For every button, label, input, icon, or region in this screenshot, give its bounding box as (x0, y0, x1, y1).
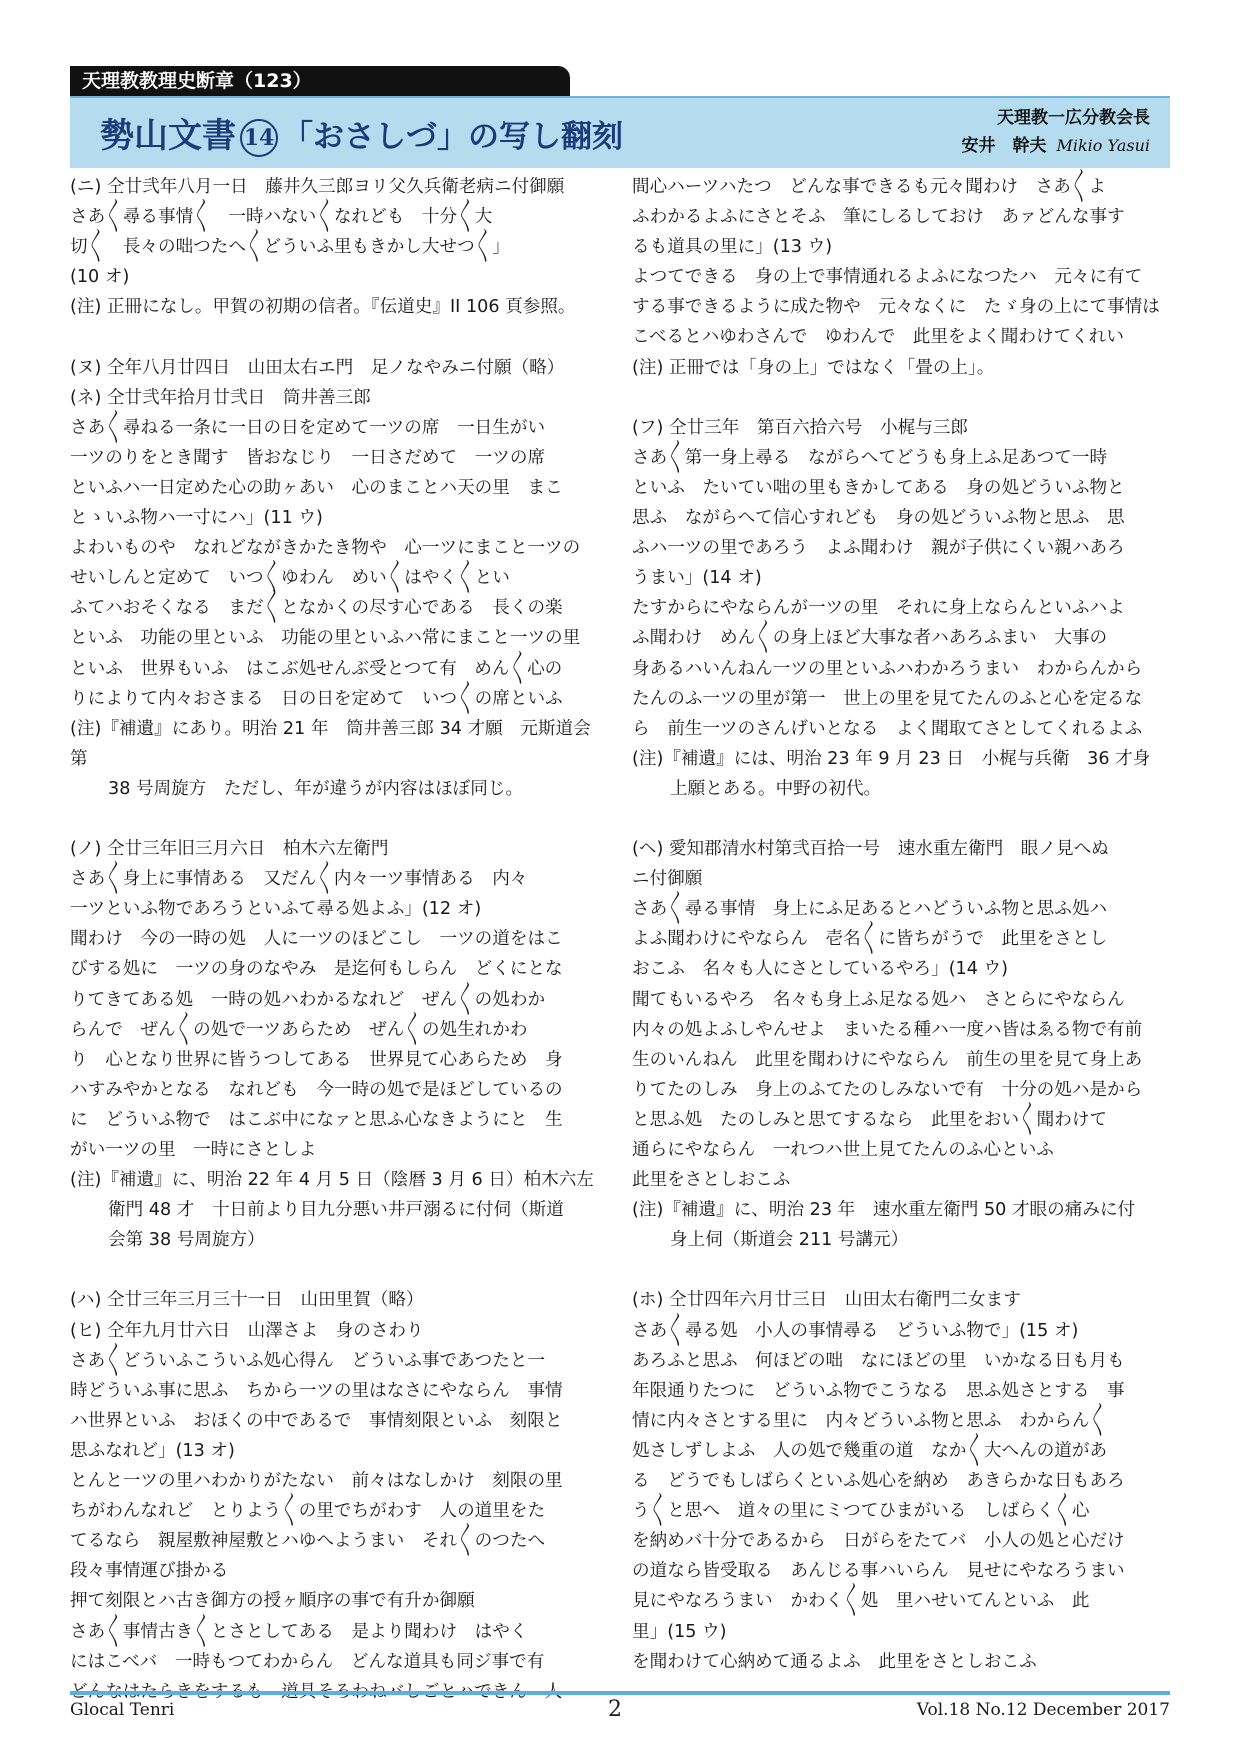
text-line: さあ〳〵身上に事情ある 又だん〳〵内々一ツ事情ある 内々 (70, 869, 528, 890)
text-line: さあ〳〵どういふこういふ処心得ん どういふ事であつたと一 (70, 1350, 546, 1371)
text-line: 生のいんねん 此里を聞わけにやならん 前生の里を見て身上あ (632, 1049, 1143, 1070)
text-line: 切〳〵 長々の咄つたへ〳〵どういふ里もきかし大せつ〳〵」 (70, 237, 510, 258)
footer-rule (70, 1691, 1170, 1695)
text-line: さあ〳〵第一身上尋る ながらへてどうも身上ふ足あつて一時 (632, 447, 1108, 468)
text-line: 一ツのりをとき聞す 皆おなじり 一日さだめて 一ツの席 (70, 447, 546, 468)
text-line: りてきてある処 一時の処ハわかるなれど ぜん〳〵の処わか (70, 989, 546, 1010)
text-line: こべるとハゆわさんで ゆわんで 此里をよく聞わけてくれい (632, 327, 1124, 348)
text-line: よつてできる 身の上で事情通れるよふになつたハ 元々に有て (632, 267, 1143, 288)
text-line: する事できるように成た物や 元々なくに たゞ身の上にて事情は (632, 297, 1160, 318)
text-line: 年限通りたつに どういふ物でこうなる 思ふ処さとする 事 (632, 1380, 1125, 1401)
text-line: (注)『補遺』にあり。明治 21 年 筒井善三郎 34 才願 元斯道会第 (70, 718, 591, 769)
text-line: あろふと思ふ 何ほどの咄 なにほどの里 いかなる日も月も (632, 1350, 1125, 1371)
note-continuation-line: 38 号周旋方 ただし、年が違うが内容はほぼ同じ。 (108, 778, 524, 799)
text-line: 里」(15 ウ) (632, 1621, 727, 1642)
text-line: を聞わけて心納めて通るよふ 此里をさとしおこふ (632, 1651, 1037, 1672)
text-line: さあ〳〵尋る処 小人の事情尋る どういふ物で」(15 オ) (632, 1320, 1079, 1341)
text-line: (注) 正冊になし。甲賀の初期の信者。『伝道史』II 106 頁参照。 (70, 297, 576, 318)
note-continuation-line: 衛門 48 才 十日前より目九分悪い井戸溺るに付伺（斯道 (108, 1200, 564, 1221)
text-line: にはこべバ 一時もつてわからん どんな道具も同ジ事で有 (70, 1651, 545, 1672)
title-main: 勢山文書 (100, 116, 236, 156)
text-line: 此里をさとしおこふ (632, 1170, 791, 1191)
text-line: を納めバ十分であるから 日がらをたてバ 小人の処と心だけ (632, 1531, 1125, 1552)
text-line: らんで ぜん〳〵の処で一ツあらため ぜん〳〵の処生れかわ (70, 1019, 528, 1040)
text-line: り 心となり世界に皆うつしてある 世界見て心あらため 身 (70, 1049, 563, 1070)
text-line: (注)『補遺』に、明治 22 年 4 月 5 日（陰暦 3 月 6 日）柏木六左 (70, 1170, 594, 1191)
text-line: 思ふなれど」(13 オ) (70, 1440, 235, 1461)
text-line: とんと一ツの里ハわかりがたない 前々はなしかけ 刻限の里 (70, 1471, 563, 1492)
text-line: さあ〳〵尋る事情 身上にふ足あるとハどういふ物と思ふ処ハ (632, 899, 1108, 920)
text-line: ニ付御願 (632, 869, 703, 890)
text-line: 時どういふ事に思ふ ちから一ツの里はなさにやならん 事情 (70, 1380, 563, 1401)
text-line: 一ツといふ物であろうといふて尋る処よふ」(12 オ) (70, 899, 482, 920)
text-line: がい一ツの里 一時にさとしよ (70, 1140, 317, 1160)
text-line: といふ 世界もいふ はこぶ処せんぶ受とつて有 めん〳〵心の (70, 658, 563, 679)
text-line: (注) 正冊では「身の上」ではなく「畳の上」。 (632, 357, 995, 378)
text-line: ふ聞わけ めん〳〵の身上ほど大事な者ハあろふまい 大事の (632, 628, 1108, 649)
text-line: 情に内々さとする里に 内々どういふ物と思ふ わからん〳〵 (632, 1410, 1108, 1431)
text-line: 内々の処よふしやんせよ まいたる種ハ一度ハ皆はゑる物で有前 (632, 1019, 1143, 1040)
page-number: 2 (608, 1697, 622, 1722)
note-continuation-line: 上願とある。中野の初代。 (670, 778, 882, 799)
text-line: びする処に 一ツの身のなやみ 是迄何もしらん どくにとな (70, 959, 563, 980)
text-line: (ハ) 仝廿三年三月三十一日 山田里賀（略） (70, 1290, 424, 1311)
author-role: 天理教一広分教会長 (997, 108, 1150, 128)
paragraph-gap (70, 1255, 608, 1285)
text-line: よわいものや なれどながきかたき物や 心一ツにまこと一ツの (70, 538, 581, 559)
text-line: 段々事情運び掛かる (70, 1561, 229, 1582)
text-line: ふわかるよふにさとそふ 筆にしるしておけ あァどんな事す (632, 207, 1125, 228)
footer-publication: Glocal Tenri (70, 1700, 175, 1720)
text-line: といふハ一日定めた心の助ヶあい 心のまことハ天の里 まこ (70, 477, 563, 498)
text-line: たんのふ一ツの里が第一 世上の里を見てたんのふと心を定るな (632, 688, 1143, 709)
text-line: (ニ) 仝廿弐年八月一日 藤井久三郎ヨリ父久兵衛老病ニ付御願 (70, 177, 565, 197)
text-line: といふ たいてい咄の里もきかしてある 身の処どういふ物と (632, 477, 1125, 498)
text-line: うまい」(14 オ) (632, 568, 762, 589)
text-line: ちがわんなれど とりよう〳〵の里でちがわす 人の道里をた (70, 1501, 546, 1522)
left-column (70, 172, 608, 1707)
note-continuation-line: 身上伺（斯道会 211 号講元） (670, 1230, 909, 1251)
text-line: 押て刻限とハ古き御方の授ヶ順序の事で有升か御願 (70, 1591, 475, 1612)
paragraph-gap (70, 804, 608, 834)
text-line: りてたのしみ 身上のふてたのしみないで有 十分の処ハ是から (632, 1079, 1143, 1100)
text-line: 身あるハいんねん一ツの里といふハわかろうまい わからんから (632, 658, 1143, 679)
text-line: (注)『補遺』に、明治 23 年 速水重左衛門 50 才眼の痛みに付 (632, 1200, 1136, 1221)
text-line: る どうでもしばらくといふ処心を納め あきらかな日もあろ (632, 1471, 1125, 1492)
paragraph-gap (632, 1255, 1170, 1285)
text-line: (ネ) 仝廿弐年拾月廿弐日 筒井善三郎 (70, 387, 371, 408)
text-line: (ホ) 仝廿四年六月廿三日 山田太右衛門二女ます (632, 1290, 1021, 1311)
text-line: と思ふ処 たのしみと思てするなら 此里をおい〳〵聞わけて (632, 1109, 1108, 1130)
text-line: よふ聞わけにやならん 壱名〳〵に皆ちがうで 此里をさとし (632, 929, 1108, 950)
text-line: に どういふ物で はこぶ中になァと思ふ心なきようにと 生 (70, 1109, 563, 1130)
text-line: (フ) 仝廿三年 第百六拾六号 小梶与三郎 (632, 417, 969, 438)
author-line (961, 132, 1150, 160)
text-line: う〳〵と思へ 道々の里にミつてひまがいる しばらく〳〵心 (632, 1501, 1090, 1522)
text-line: 通らにやならん 一れつハ世上見てたんのふ心といふ (632, 1140, 1054, 1160)
text-line: りによりて内々おさまる 日の日を定めて いつ〳〵の席といふ (70, 688, 563, 709)
author-block (961, 104, 1150, 160)
paragraph-gap (632, 383, 1170, 413)
text-line: 見にやなろうまい かわく〳〵処 里ハせいてんといふ 此 (632, 1591, 1090, 1612)
right-column (632, 172, 1170, 1677)
text-line: (ノ) 仝廿三年旧三月六日 柏木六左衛門 (70, 839, 389, 860)
text-line: ハ世界といふ おほくの中であるで 事情刻限といふ 刻限と (70, 1410, 563, 1431)
text-line: (ヒ) 仝年九月廿六日 山澤さよ 身のさわり (70, 1320, 424, 1341)
text-line: 間心ハーツハたつ どんな事できるも元々聞わけ さあ〳〵よ (632, 177, 1106, 197)
text-line: ハすみやかとなる なれども 今一時の処で是ほどしているの (70, 1079, 563, 1100)
text-line: さあ〳〵尋ねる一条に一日の日を定めて一ツの席 一日生がい (70, 417, 546, 438)
text-line: (ヌ) 仝年八月廿四日 山田太右エ門 足ノなやみニ付願（略） (70, 357, 565, 378)
title-number: 14 (240, 119, 278, 157)
text-line: (ヘ) 愛知郡清水村第弐百拾一号 速水重左衛門 眼ノ見へぬ (632, 839, 1109, 860)
text-line: の道なら皆受取る あんじる事ハいらん 見せにやなろうまい (632, 1561, 1125, 1582)
paragraph-gap (632, 804, 1170, 834)
text-line: さあ〳〵尋る事情〳〵 一時ハない〳〵なれども 十分〳〵大 (70, 207, 493, 228)
article-title (100, 108, 623, 157)
text-line: (10 オ) (70, 267, 130, 288)
text-line: 聞わけ 今の一時の処 人に一ツのほどこし 一ツの道をはこ (70, 929, 563, 950)
text-line: 思ふ ながらへて信心すれども 身の処どういふ物と思ふ 思 (632, 508, 1125, 529)
text-line: (注)『補遺』には、明治 23 年 9 月 23 日 小梶与兵衛 36 才身 (632, 748, 1151, 769)
series-label: 天理教教理史断章（123） (70, 66, 570, 96)
note-continuation-line: 会第 38 号周旋方） (108, 1230, 265, 1251)
text-line: とゝいふ物ハ一寸にハ」(11 ウ) (70, 508, 323, 529)
author-name: 安井 幹夫 (961, 136, 1047, 156)
text-line: せいしんと定めて いつ〳〵ゆわん めい〳〵はやく〳〵とい (70, 568, 510, 589)
text-line: 処さしずしよふ 人の処で幾重の道 なか〳〵大へんの道があ (632, 1440, 1108, 1461)
author-roman: Mikio Yasui (1056, 136, 1150, 155)
title-band (70, 96, 1170, 168)
text-line: ふてハおそくなる まだ〳〵となかくの尽す心である 長くの楽 (70, 598, 563, 619)
text-line: てるなら 親屋敷神屋敷とハゆへようまい それ〳〵のつたへ (70, 1531, 546, 1552)
text-line: ふハ一ツの里であろう よふ聞わけ 親が子供にくい親ハあろ (632, 538, 1125, 559)
text-line: るも道具の里に」(13 ウ) (632, 237, 833, 258)
footer-issue: Vol.18 No.12 December 2017 (916, 1700, 1170, 1720)
title-subtitle: 「おさしづ」の写し翻刻 (282, 119, 623, 155)
text-line: おこふ 名々も人にさとしているやろ」(14 ウ) (632, 959, 1008, 980)
text-line: ら 前生一ツのさんげいとなる よく聞取てさとしてくれるよふ (632, 718, 1143, 739)
text-line: 聞てもいるやろ 名々も身上ふ足なる処ハ さとらにやならん (632, 989, 1125, 1010)
text-line: さあ〳〵事情古き〳〵とさとしてある 是より聞わけ はやく (70, 1621, 528, 1642)
paragraph-gap (70, 322, 608, 352)
text-line: といふ 功能の里といふ 功能の里といふハ常にまこと一ツの里 (70, 628, 581, 649)
text-line: たすからにやならんが一ツの里 それに身上ならんといふハよ (632, 598, 1125, 619)
